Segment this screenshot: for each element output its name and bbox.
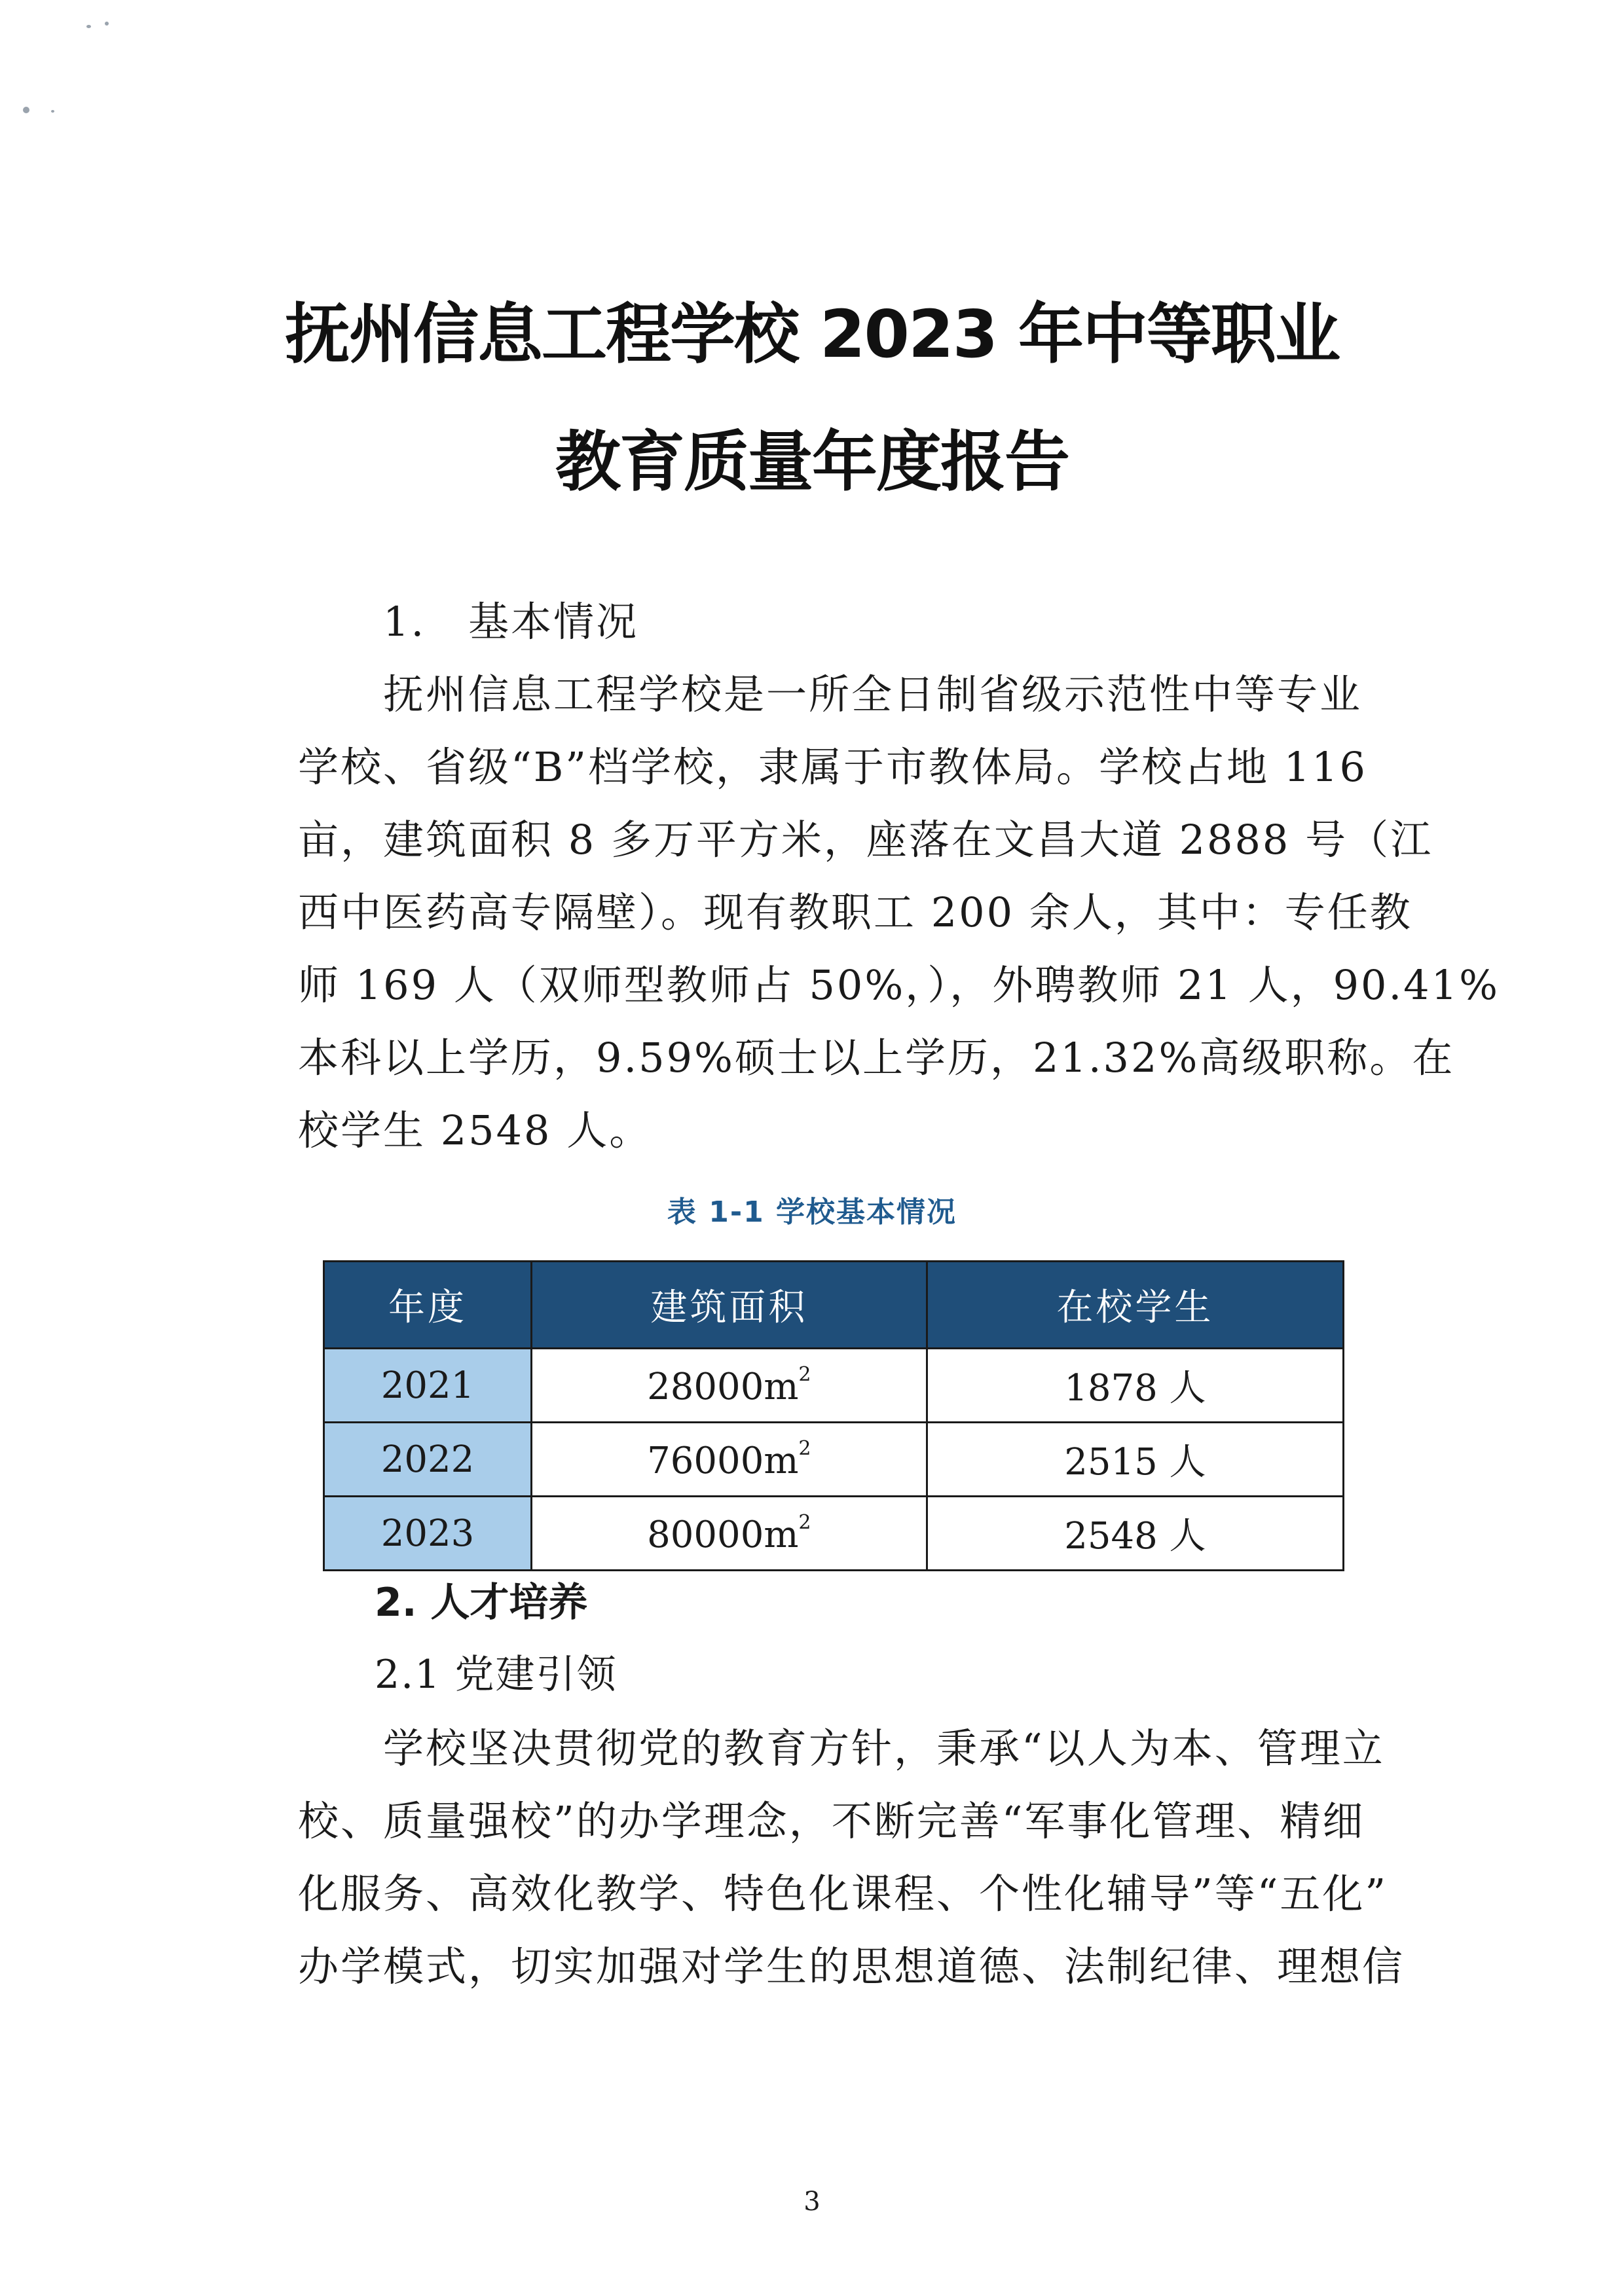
cell-area [531, 1349, 927, 1423]
header-students: 在校学生 [927, 1262, 1343, 1349]
table-caption: 表 1-1 学校基本情况 [667, 1195, 957, 1229]
header-building-area: 建筑面积 [531, 1262, 927, 1349]
school-basic-info-table [323, 1260, 1344, 1571]
paragraph-line: 本科以上学历，9.59%硕士以上学历，21.32%高级职称。在 [298, 1034, 1455, 1082]
header-year: 年度 [324, 1262, 532, 1349]
table-header-row [324, 1262, 1344, 1349]
paragraph-line: 抚州信息工程学校是一所全日制省级示范性中等专业 [383, 670, 1363, 718]
paragraph-line: 西中医药高专隔壁）。现有教职工 200 余人，其中：专任教 [298, 888, 1412, 936]
paragraph-line: 校、质量强校”的办学理念，不断完善“军事化管理、精细 [298, 1797, 1365, 1845]
paragraph-line: 办学模式，切实加强对学生的思想道德、法制纪律、理想信 [298, 1942, 1405, 1990]
basic-info-paragraph [298, 658, 1500, 1167]
paragraph-line: 学校、省级“B”档学校，隶属于市教体局。学校占地 116 [298, 743, 1368, 791]
cell-year: 2021 [324, 1349, 532, 1423]
scan-speck [51, 110, 54, 113]
table-row [324, 1497, 1344, 1571]
cell-students: 2548 人 [927, 1497, 1343, 1571]
table-row [324, 1423, 1344, 1497]
cell-students: 2515 人 [927, 1423, 1343, 1497]
party-building-paragraph [298, 1712, 1405, 2003]
paragraph-line: 学校坚决贯彻党的教育方针，秉承“以人为本、管理立 [383, 1724, 1385, 1772]
cell-year: 2022 [324, 1423, 532, 1497]
cell-area [531, 1497, 927, 1571]
scan-speck [105, 22, 109, 26]
area-unit-superscript: 2 [798, 1362, 811, 1386]
document-title-line-1: 抚州信息工程学校 2023 年中等职业 [285, 296, 1339, 373]
subsection-heading-party-building: 2.1 党建引领 [375, 1652, 618, 1698]
page-number: 3 [803, 2187, 821, 2217]
paragraph-line: 校学生 2548 人。 [298, 1106, 652, 1154]
area-unit-superscript: 2 [798, 1436, 811, 1460]
cell-students: 1878 人 [927, 1349, 1343, 1423]
scan-speck [23, 107, 29, 113]
scan-speck [86, 25, 91, 28]
cell-area [531, 1423, 927, 1497]
paragraph-line: 亩，建筑面积 8 多万平方米，座落在文昌大道 2888 号（江 [298, 816, 1433, 864]
paragraph-line: 师 169 人（双师型教师占 50%，），外聘教师 21 人，90.41% [298, 961, 1500, 1009]
section-heading-talent-training: 2. 人才培养 [375, 1580, 588, 1626]
area-value: 80000m [647, 1513, 799, 1556]
area-unit-superscript: 2 [798, 1510, 811, 1534]
area-value: 28000m [647, 1365, 799, 1408]
section-heading-basic-info: 1. 基本情况 [383, 598, 639, 646]
document-title-line-2: 教育质量年度报告 [555, 424, 1069, 500]
cell-year: 2023 [324, 1497, 532, 1571]
table-row [324, 1349, 1344, 1423]
paragraph-line: 化服务、高效化教学、特色化课程、个性化辅导”等“五化” [298, 1870, 1388, 1918]
area-value: 76000m [647, 1439, 799, 1482]
